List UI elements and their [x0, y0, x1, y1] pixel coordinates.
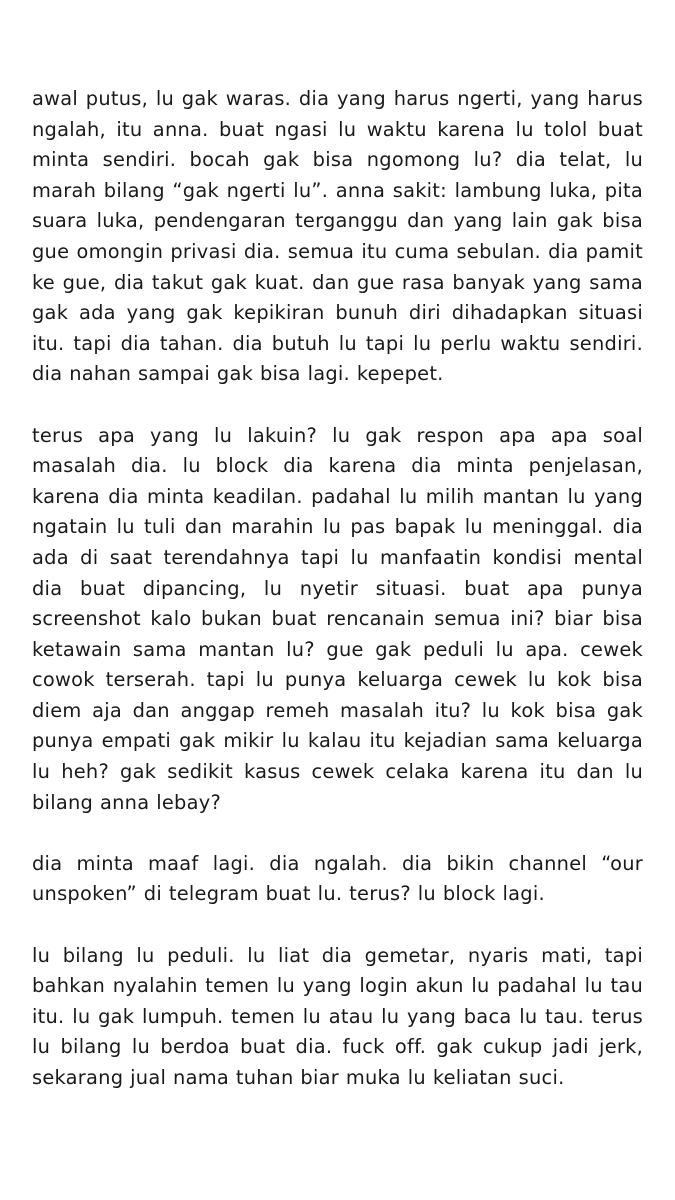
document-body [32, 84, 643, 1094]
paragraph-4: lu bilang lu peduli. lu liat dia gemetar, nyaris mati, tapi bahkan nyalahin temen lu yang login akun lu padahal lu tau itu. lu gak lumpuh. temen lu atau lu yang baca lu tau. terus lu bilang lu berdoa buat dia. fuck off. gak cukup jadi jerk, sekarang jual nama tuhan biar muka lu keliatan suci. [32, 943, 643, 1089]
paragraph-1: awal putus, lu gak waras. dia yang harus ngerti, yang harus ngalah, itu anna. buat ngasi lu waktu karena lu tolol buat minta sendiri. bocah gak bisa ngomong lu? dia telat, lu marah bilang “gak ngerti lu”. anna sakit: lambung luka, pita suara luka, pendengaran terganggu dan yang lain gak bisa gue omongin privasi dia. semua itu cuma sebulan. dia pamit ke gue, dia takut gak kuat. dan gue rasa banyak yang sama gak ada yang gak kepikiran bunuh diri dihadapkan situasi itu. tapi dia tahan. dia butuh lu tapi lu perlu waktu sendiri. dia nahan sampai gak bisa lagi. kepepet. [32, 87, 643, 386]
paragraph-3: dia minta maaf lagi. dia ngalah. dia bikin channel “our unspoken” di telegram buat lu. terus? lu block lagi. [32, 851, 643, 906]
paragraph-2: terus apa yang lu lakuin? lu gak respon apa apa soal masalah dia. lu block dia karena dia minta penjelasan, karena dia minta keadilan. padahal lu milih mantan lu yang ngatain lu tuli dan marahin lu pas bapak lu meninggal. dia ada di saat terendahnya tapi lu manfaatin kondisi mental dia buat dipancing, lu nyetir situasi. buat apa punya screenshot kalo bukan buat rencanain semua ini? biar bisa ketawain sama mantan lu? gue gak peduli lu apa. cewek cowok terserah. tapi lu punya keluarga cewek lu kok bisa diem aja dan anggap remeh masalah itu? lu kok bisa gak punya empati gak mikir lu kalau itu kejadian sama keluarga lu heh? gak sedikit kasus cewek celaka karena itu dan lu bilang anna lebay? [32, 423, 643, 814]
